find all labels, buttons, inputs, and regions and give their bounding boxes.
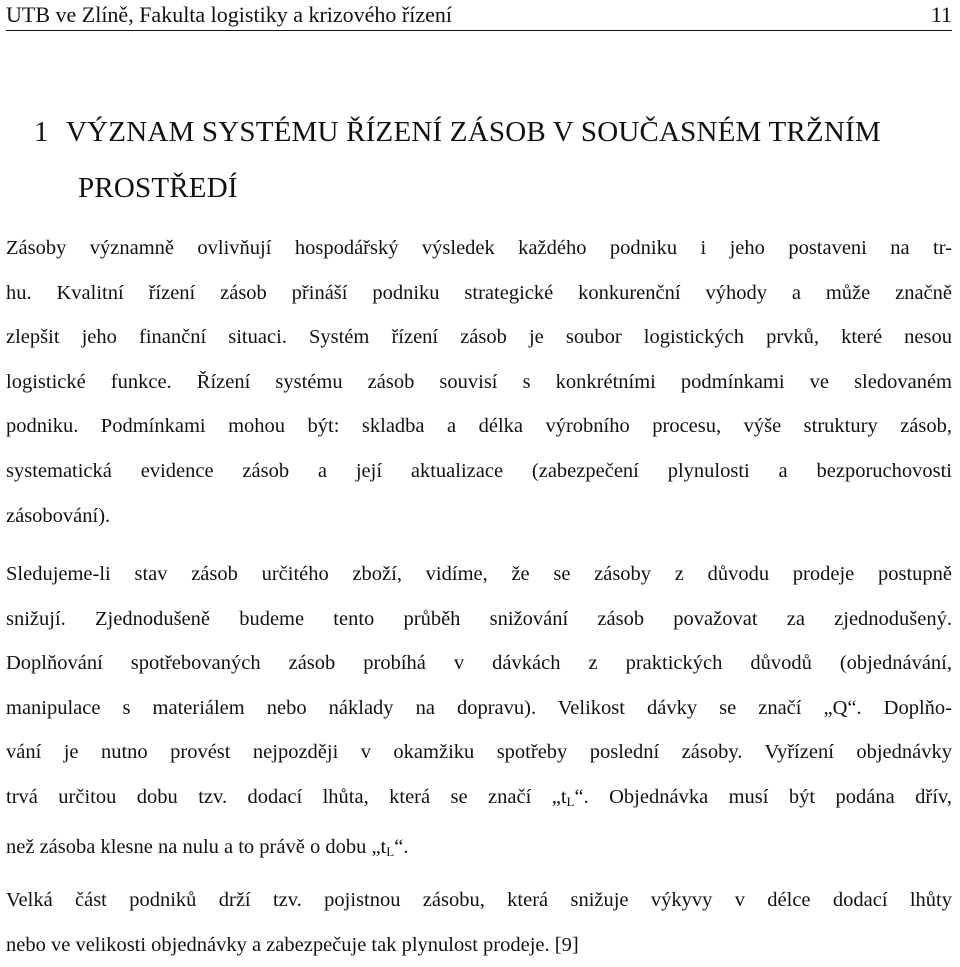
paragraph-line: nebo ve velikosti objednávky a zabezpečuje tak plynulost prodeje. [9] <box>6 933 579 956</box>
paragraph-line: systematická evidence zásob a její aktualizace (zabezpečení plynulosti a bezporuchovosti <box>6 459 952 482</box>
chapter-title-line2: PROSTŘEDÍ <box>78 172 238 204</box>
paragraph-2 <box>6 552 952 874</box>
paragraph-line: snižují. Zjednodušeně budeme tento průběh snižování zásob považovat za zjednodušený. <box>6 607 952 630</box>
chapter-number: 1 <box>34 116 49 148</box>
paragraph-1 <box>6 226 952 538</box>
paragraph-line: manipulace s materiálem nebo náklady na dopravu). Velikost dávky se značí „Q“. Doplňo- <box>6 696 952 719</box>
header-title: UTB ve Zlíně, Fakulta logistiky a krizového řízení <box>6 2 453 27</box>
paragraph-line-with-subscript <box>6 775 952 825</box>
paragraph-line: Sledujeme-li stav zásob určitého zboží, vidíme, že se zásoby z důvodu prodeje postupně <box>6 563 952 585</box>
paragraph-line: vání je nutno provést nejpozději v okamžiku spotřeby poslední zásoby. Vyřízení objednávky <box>6 741 952 764</box>
chapter-title-line1: VÝZNAM SYSTÉMU ŘÍZENÍ ZÁSOB V SOUČASNÉM TRŽNÍM <box>66 116 881 148</box>
running-header <box>6 2 952 31</box>
chapter-heading <box>34 104 934 216</box>
paragraph-line: Zásoby významně ovlivňují hospodářský výsledek každého podniku i jeho postaveni na tr- <box>6 237 952 259</box>
subscript: L <box>386 843 395 859</box>
page-number: 11 <box>930 2 952 27</box>
paragraph-line: zásobování). <box>6 504 111 527</box>
paragraph-3 <box>6 878 952 967</box>
text-fragment: “. Objednávka musí být podána dřív, <box>574 785 952 808</box>
paragraph-line: logistické funkce. Řízení systému zásob souvisí s konkrétními podmínkami ve sledovaném <box>6 370 952 393</box>
subscript: L <box>566 793 575 809</box>
document-page <box>6 0 952 960</box>
paragraph-line: Velká část podniků drží tzv. pojistnou zásobu, která snižuje výkyvy v délce dodací lhůty <box>6 889 952 911</box>
text-fragment: než zásoba klesne na nulu a to právě o dobu „t <box>6 835 387 858</box>
paragraph-line: Doplňování spotřebovaných zásob probíhá v dávkách z praktických důvodů (objednávání, <box>6 652 952 675</box>
paragraph-line-with-subscript <box>6 825 952 875</box>
paragraph-line: podniku. Podmínkami mohou být: skladba a délka výrobního procesu, výše struktury zásob, <box>6 415 952 438</box>
paragraph-line: zlepšit jeho finanční situaci. Systém řízení zásob je soubor logistických prvků, které nesou <box>6 326 952 349</box>
paragraph-line: hu. Kvalitní řízení zásob přináší podniku strategické konkurenční výhody a může značně <box>6 281 952 304</box>
text-fragment: trvá určitou dobu tzv. dodací lhůta, která se značí „t <box>6 785 567 808</box>
text-fragment: “. <box>394 835 409 858</box>
